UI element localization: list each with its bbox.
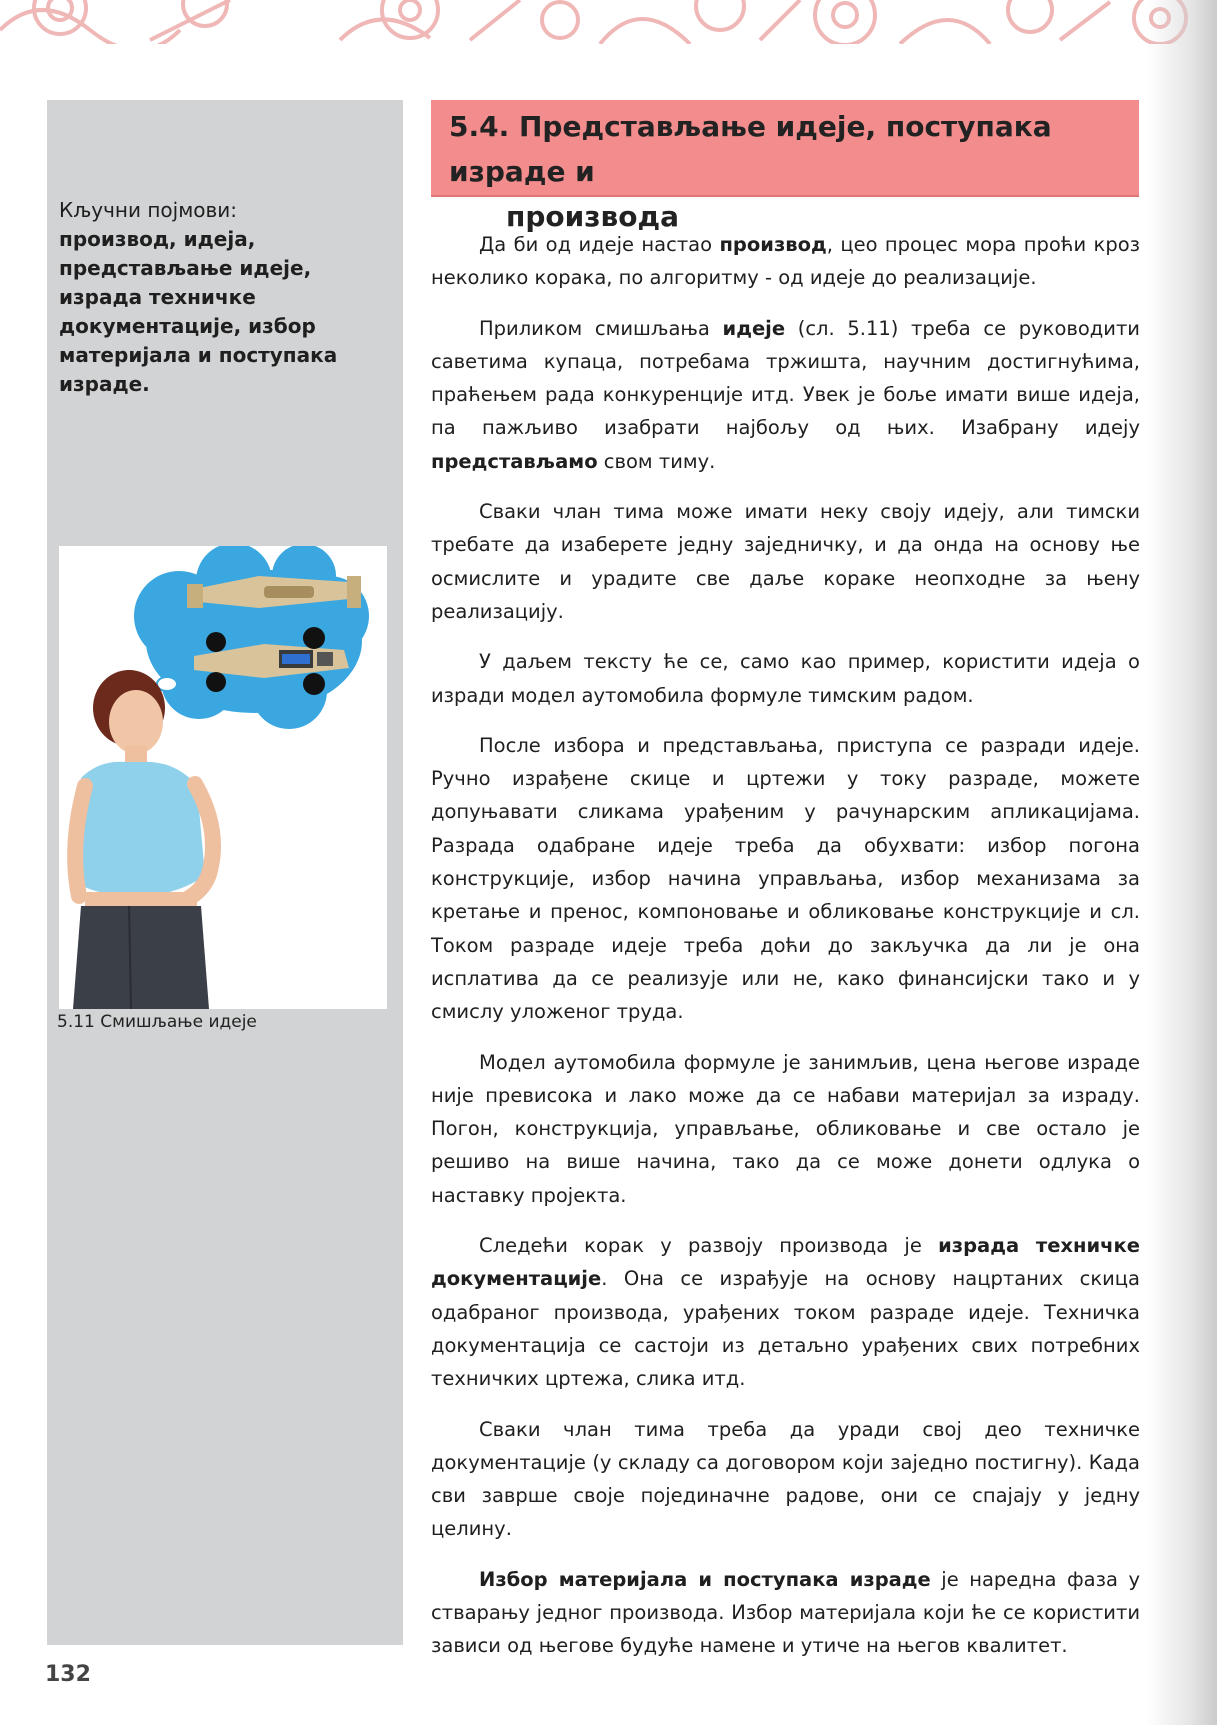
paragraph [431, 645, 1140, 712]
thought-cloud [134, 546, 369, 729]
text-run: Сваки члан тима треба да уради свој део техничке документације (у складу са договором који заједно постигну). Када сви заврше своје појединачне радове, они се спајају у једну целину. [431, 1417, 1140, 1541]
text-run: . Она се израђује на основу нацртаних скица одабраног производа, урађених током разраде идеје. Техничка документација се састоји из детаљно урађених свих потребних техничких цртежа, слика итд. [431, 1267, 1140, 1391]
section-title-line1: Представљање идеје, поступака израде и [449, 110, 1052, 188]
keywords-label: Кључни појмови: [59, 198, 238, 222]
section-title-line2: производа [506, 200, 679, 233]
top-ornament-band [0, 0, 1217, 44]
text-run: је наредна фаза у стварању једног производа. Избор материјала који ће се користити зависи од његове будуће намене и утиче на његов квалитет. [431, 1567, 1140, 1658]
paragraph [431, 1046, 1140, 1212]
text-run: (сл. 5.11) треба се руководити саветима купаца, потребама тржишта, научним достигнућима, праћењем рада конкуренције итд. Увек је боље имати више идеја, па пажљиво изабрати најбољу од њих. Изабрану идеју [431, 316, 1140, 440]
text-run: Приликом смишљања [479, 316, 723, 340]
keywords-box [59, 196, 399, 399]
figure-caption: 5.11 Смишљање идеје [57, 1012, 257, 1032]
text-run: , цео процес мора проћи кроз неколико корака, по алгоритму - од идеје до реализације. [431, 233, 1141, 290]
text-run: Да би од идеје настао [479, 233, 720, 256]
text-run: Модел аутомобила формуле је занимљив, цена његове израде није превисока и лако може да се набави материјал за израду. Погон, конструкција, управљање, обликовање и све остало је решиво на више начина, тако да се може донети одлука о наставку пројекта. [431, 1050, 1140, 1207]
bold-term: идеје [722, 316, 786, 340]
text-run: После избора и представљања, приступа се разради идеје. Ручно израђене скице и цртежи у току разраде, можете допуњавати сликама урађеним у рачунарским апликацијама. Разрада одабране идеје треба да обухвати: избор погона конструкције, избор начина управљања, избор механизама за кретање и пренос, компоновање и обликовање конструкције и сл. Током разраде идеје треба доћи до закључка да ли је она исплатива да се реализује или не, како финансијски тако и у смислу уложеног труда. [431, 733, 1140, 1024]
paragraph [431, 495, 1140, 628]
body-text [431, 228, 1140, 1680]
text-run: свом тиму. [597, 449, 716, 473]
section-heading-box [431, 100, 1139, 233]
figure-thinking-idea [59, 546, 387, 1009]
page-number: 132 [45, 1662, 91, 1687]
page-edge-shadow [1147, 0, 1217, 1725]
section-heading [449, 104, 1129, 239]
text-run: Сваки члан тима може имати неку своју идеју, али тимски требате да изаберете једну заједничку, и да онда на основу ње осмислите и урадите све даље кораке неопходне за њену реализацију. [431, 500, 1140, 623]
paragraph [431, 312, 1140, 478]
woman-figure [73, 670, 213, 1009]
text-run: У даљем тексту ће се, само као пример, користити идеја о изради модел аутомобила формуле тимским радом. [431, 650, 1140, 707]
section-number: 5.4. [449, 110, 510, 143]
bold-term: производ [719, 233, 827, 256]
bold-term: Избор материјала и поступака израде [479, 1567, 931, 1591]
bold-term: израда техничке документације [431, 1234, 1140, 1291]
paragraph [431, 1413, 1140, 1546]
bold-term: представљамо [431, 449, 598, 473]
text-run: Следећи корак у развоју производа је [479, 1234, 939, 1258]
paragraph [431, 1229, 1140, 1395]
paragraph [431, 729, 1140, 1029]
keywords-terms: производ, идеја, представљање идеје, израда техничке документације, избор материјала и поступака израде. [59, 227, 338, 396]
paragraph [431, 1563, 1140, 1663]
paragraph [431, 228, 1140, 295]
